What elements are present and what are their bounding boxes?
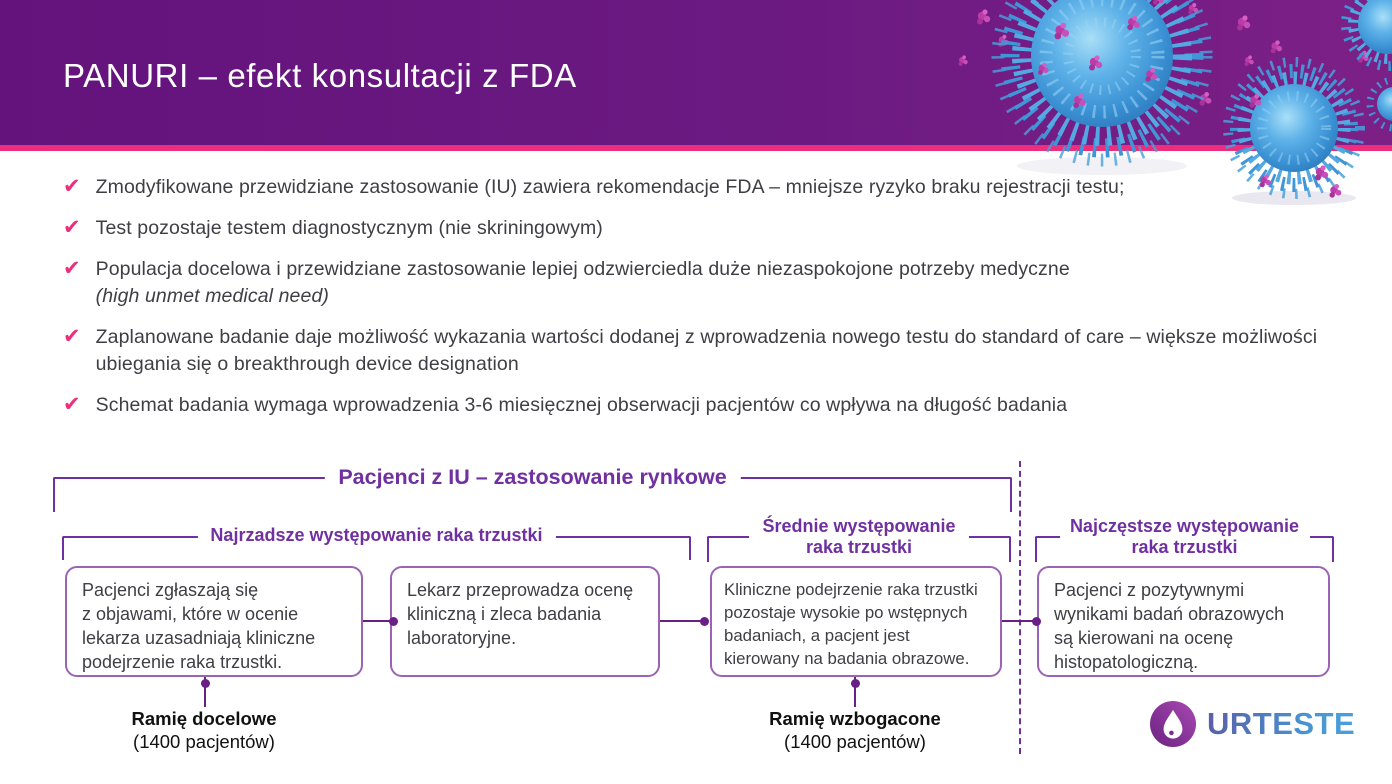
header-band — [0, 0, 1392, 145]
group-bracket-rarest — [62, 525, 691, 560]
check-icon: ✔ — [63, 325, 81, 348]
bullet-list — [63, 174, 1333, 433]
bullet-item — [63, 392, 1333, 419]
flow-box-2 — [390, 566, 660, 677]
bullet-text: Test pozostaje testem diagnostycznym (nie skriningowym) — [95, 217, 603, 239]
arm-title: Ramię wzbogacone — [769, 708, 941, 729]
box-text-line: wynikami badań obrazowych — [1054, 604, 1285, 624]
box-text-line: badaniach, a pacjent jest — [724, 626, 910, 645]
main-bracket — [53, 465, 1012, 512]
arm-title: Ramię docelowe — [131, 708, 277, 729]
bullet-item — [63, 324, 1333, 378]
bullet-item — [63, 174, 1333, 201]
main-bracket-label: Pacjenci z IU – zastosowanie rynkowe — [324, 465, 740, 490]
box-text-line: są kierowani na ocenę — [1054, 628, 1234, 648]
connector-box3-arm — [854, 677, 856, 707]
header-accent-line — [0, 145, 1392, 151]
box-text-line: Pacjenci z pozytywnymi — [1054, 580, 1245, 600]
bullet-item — [63, 215, 1333, 242]
arm-subtitle: (1400 pacjentów) — [133, 731, 275, 752]
urteste-logo — [1150, 701, 1355, 747]
check-icon: ✔ — [63, 175, 81, 198]
box-text-line: lekarza uzasadniają kliniczne — [82, 628, 316, 648]
box-text-line: Lekarz przeprowadza ocenę — [407, 580, 634, 600]
logo-droplet-icon — [1150, 701, 1196, 747]
bullet-text: Zmodyfikowane przewidziane zastosowanie (IU) zawiera rekomendacje FDA – mniejsze ryzyko braku rejestracji testu; — [95, 176, 1125, 198]
bullet-text: Schemat badania wymaga wprowadzenia 3-6 miesięcznej obserwacji pacjentów co wpływa na długość badania — [95, 394, 1068, 416]
box-text-line: pozostaje wysokie po wstępnych — [724, 603, 968, 622]
logo-text: URTESTE — [1207, 706, 1356, 741]
flow-box-1 — [65, 566, 363, 677]
connector-box1-arm — [204, 677, 206, 707]
box-text-line: kierowany na badania obrazowe. — [724, 649, 970, 668]
box-text-line: laboratoryjne. — [407, 628, 517, 648]
connector-box2-box3 — [660, 620, 707, 622]
bullet-text-main: Populacja docelowa i przewidziane zastosowanie lepiej odzwierciedla duże niezaspokojone potrzeby medyczne — [95, 258, 1070, 280]
bullet-text: Zaplanowane badanie daje możliwość wykazania wartości dodanej z wprowadzenia nowego testu do standard of care – większe możliwości ubiegania się o breakthrough device designation — [95, 326, 1318, 375]
arm-subtitle: (1400 pacjentów) — [784, 731, 926, 752]
arm-label-enriched — [736, 707, 974, 753]
group-label: Najrzadsze występowanie raka trzustki — [197, 525, 555, 546]
connector-box1-box2 — [363, 620, 396, 622]
box-text-line: z objawami, które w ocenie — [82, 604, 299, 624]
flow-box-3 — [710, 566, 1002, 677]
box-text-line: Kliniczne podejrzenie raka trzustki — [724, 580, 978, 599]
connector-box3-box4 — [1002, 620, 1039, 622]
slide-title: PANURI – efekt konsultacji z FDA — [63, 57, 577, 94]
check-icon: ✔ — [63, 257, 81, 280]
check-icon: ✔ — [63, 393, 81, 416]
bullet-text — [96, 256, 1070, 310]
box-text-line: Pacjenci zgłaszają się — [82, 580, 259, 600]
check-icon: ✔ — [63, 216, 81, 239]
flow-box-4 — [1037, 566, 1330, 677]
box-text-line: histopatologiczną. — [1054, 652, 1199, 672]
bullet-item — [63, 256, 1333, 310]
group-label: Średnie występowanie raka trzustki — [749, 516, 969, 557]
group-bracket-most-frequent — [1035, 516, 1334, 562]
box-text-line: kliniczną i zleca badania — [407, 604, 602, 624]
separator-dashed-line — [1019, 461, 1021, 754]
group-bracket-medium — [707, 516, 1011, 562]
arm-label-target — [85, 707, 323, 753]
group-label: Najczęstsze występowanie raka trzustki — [1060, 516, 1310, 557]
bullet-text-italic: (high unmet medical need) — [95, 285, 329, 307]
box-text-line: podejrzenie raka trzustki. — [82, 652, 283, 672]
